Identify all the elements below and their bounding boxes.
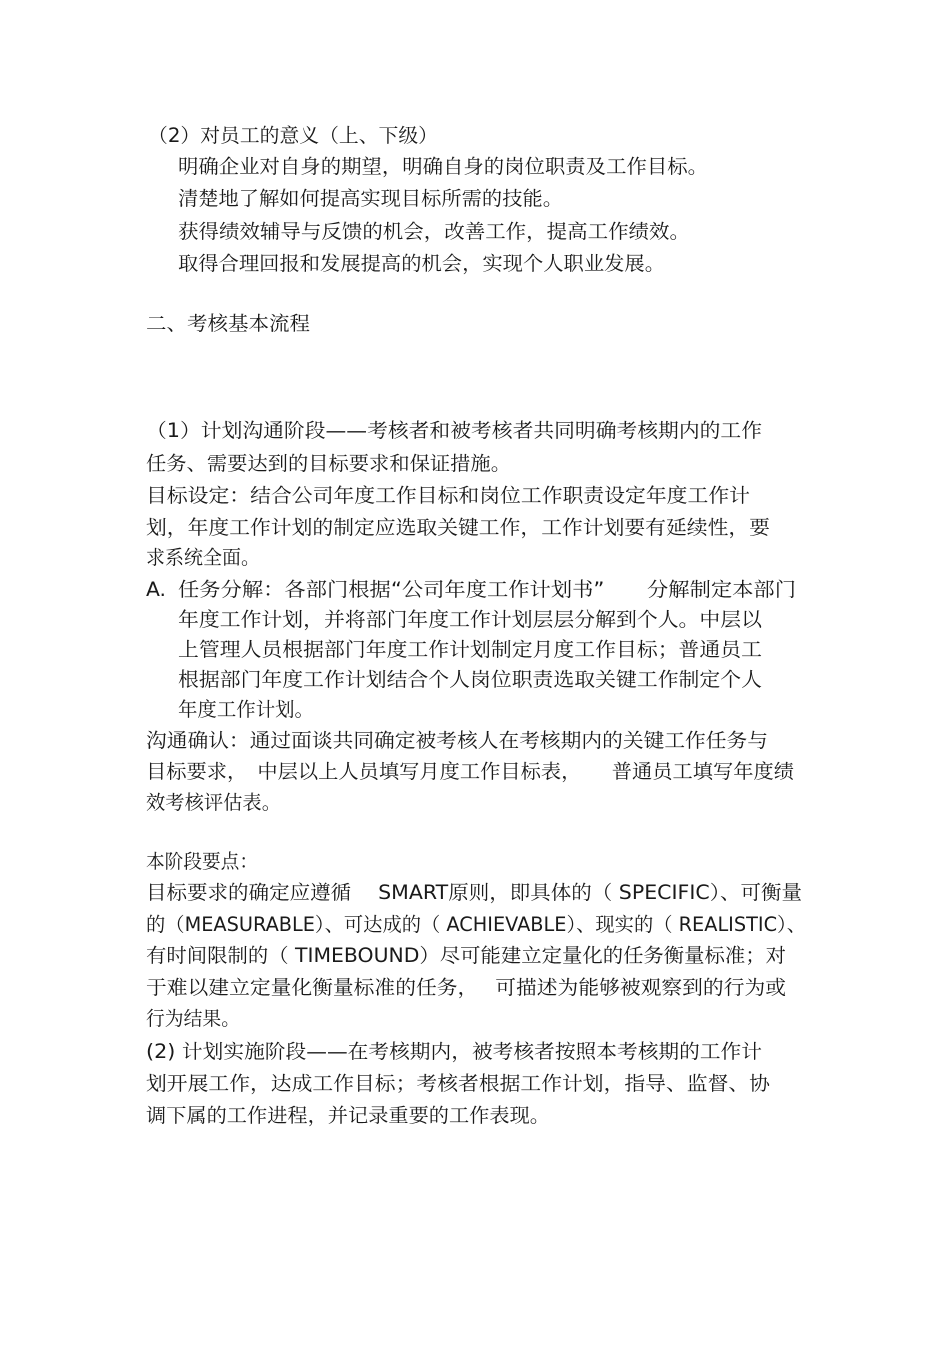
text-line-pA-marker: A.: [146, 578, 166, 601]
text-line-p1-l1: （1）计划沟通阶段——考核者和被考核者共同明确考核期内的工作: [146, 419, 762, 442]
text-line-pA-l2: 年度工作计划，并将部门年度工作计划层层分解到个人。中层以: [178, 608, 762, 631]
text-line-p5-l3: 调下属的工作进程，并记录重要的工作表现。: [146, 1104, 550, 1127]
text-line-s2-item4: 取得合理回报和发展提高的机会，实现个人职业发展。: [178, 252, 665, 275]
text-line-section2-title: 二、考核基本流程: [146, 312, 310, 335]
text-line-p4-l4: 于难以建立定量化衡量标准的任务， 可描述为能够被观察到的行为或: [146, 976, 786, 999]
text-line-pA-l3: 上管理人员根据部门年度工作计划制定月度工作目标；普通员工: [178, 638, 762, 661]
text-line-p3-l1: 沟通确认：通过面谈共同确定被考核人在考核期内的关键工作任务与: [146, 729, 768, 752]
text-line-s2-item2: 清楚地了解如何提高实现目标所需的技能。: [178, 187, 563, 210]
text-line-p2-l1: 目标设定：结合公司年度工作目标和岗位工作职责设定年度工作计: [146, 484, 750, 507]
text-line-pA-l1: 任务分解：各部门根据“公司年度工作计划书” 分解制定本部门: [178, 578, 796, 601]
text-line-p4-l2: 的（MEASURABLE）、可达成的（ ACHIEVABLE）、现实的（ REALISTIC）、: [146, 913, 806, 936]
text-line-s2-heading: （2）对员工的意义（上、下级）: [148, 124, 438, 147]
text-line-pA-l5: 年度工作计划。: [178, 698, 314, 721]
text-line-p4-title: 本阶段要点：: [146, 850, 258, 873]
text-line-s2-item3: 获得绩效辅导与反馈的机会，改善工作，提高工作绩效。: [178, 220, 690, 243]
text-line-p5-l1: (2) 计划实施阶段——在考核期内，被考核者按照本考核期的工作计: [146, 1040, 762, 1063]
text-line-p1-l2: 任务、需要达到的目标要求和保证措施。: [146, 452, 511, 475]
text-line-pA-l4: 根据部门年度工作计划结合个人岗位职责选取关键工作制定个人: [178, 668, 762, 691]
text-line-p4-l3: 有时间限制的（ TIMEBOUND）尽可能建立定量化的任务衡量标准；对: [146, 944, 786, 967]
text-line-p4-l1: 目标要求的确定应遵循 SMART原则，即具体的（ SPECIFIC）、可衡量: [146, 881, 802, 904]
text-line-p4-l5: 行为结果。: [146, 1007, 240, 1030]
text-line-p3-l2: 目标要求， 中层以上人员填写月度工作目标表， 普通员工填写年度绩: [146, 760, 794, 783]
text-line-p2-l3: 求系统全面。: [146, 546, 260, 569]
text-line-s2-item1: 明确企业对自身的期望，明确自身的岗位职责及工作目标。: [178, 155, 708, 178]
text-line-p2-l2: 划，年度工作计划的制定应选取关键工作，工作计划要有延续性，要: [146, 516, 771, 539]
text-line-p5-l2: 划开展工作，达成工作目标；考核者根据工作计划，指导、监督、协: [146, 1072, 771, 1095]
text-line-p3-l3: 效考核评估表。: [146, 791, 281, 814]
